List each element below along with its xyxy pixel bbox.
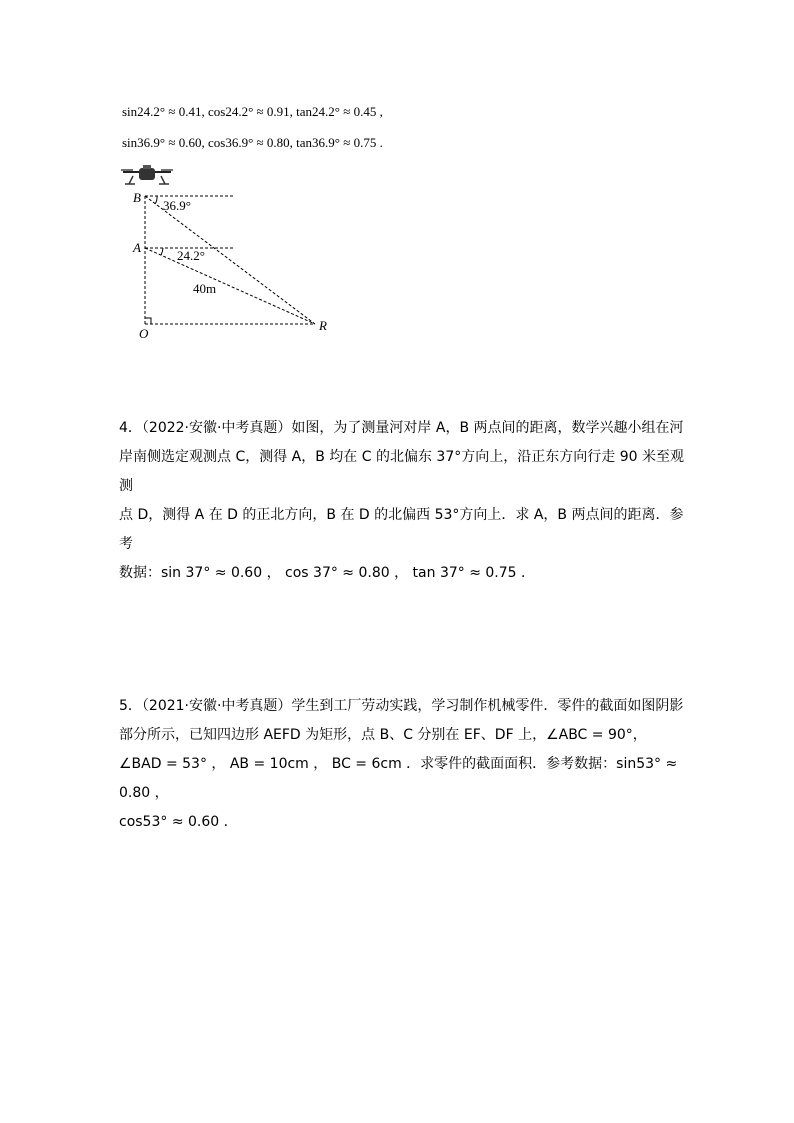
problem-5-line-1: 5．（2021·安徽·中考真题）学生到工厂劳动实践，学习制作机械零件．零件的截面如图阴影 <box>119 698 684 714</box>
angle-label-upper: 36.9° <box>163 198 191 213</box>
problem-5-line-4: cos53° ≈ 0.60 ． <box>119 814 238 830</box>
trig-values-line-1: sin24.2° ≈ 0.41, cos24.2° ≈ 0.91, tan24.2° ≈ 0.45 , <box>122 104 383 119</box>
angle-arc-B <box>155 196 157 204</box>
drone-height-figure <box>115 160 345 345</box>
sight-line-BR <box>145 196 315 324</box>
drone-icon <box>121 165 173 184</box>
right-angle-mark <box>145 318 151 324</box>
problem-4-line-3: 点 D，测得 A 在 D 的正北方向，B 在 D 的北偏西 53°方向上．求 A，B 两点间的距离．参考 <box>119 507 684 552</box>
label-B: B <box>133 190 141 205</box>
problem-4-line-4: 数据：sin 37° ≈ 0.60 ， cos 37° ≈ 0.80 ， tan 37° ≈ 0.75 ． <box>119 565 536 581</box>
trig-values-line-2: sin36.9° ≈ 0.60, cos36.9° ≈ 0.80, tan36.9° ≈ 0.75 . <box>122 135 383 150</box>
problem-4-line-1: 4．（2022·安徽·中考真题）如图，为了测量河对岸 A，B 两点间的距离，数学兴趣小组在河 <box>119 420 684 436</box>
problem-5 <box>119 692 691 837</box>
problem-4-line-2: 岸南侧选定观测点 C，测得 A，B 均在 C 的北偏东 37°方向上，沿正东方向行走 90 米至观测 <box>119 449 684 494</box>
angle-label-lower: 24.2° <box>177 248 205 263</box>
distance-label: 40m <box>193 281 217 296</box>
problem-5-line-3: ∠BAD = 53° ， AB = 10cm ， BC = 6cm ．求零件的截面面积．参考数据：sin53° ≈ 0.80 ， <box>119 756 678 801</box>
problem-5-line-2: 部分所示，已知四边形 AEFD 为矩形，点 B、C 分别在 EF、DF 上，∠ABC = 90°， <box>119 727 647 743</box>
angle-arc-A <box>161 248 163 255</box>
problem-4 <box>119 414 691 588</box>
label-A: A <box>133 240 141 255</box>
label-O: O <box>139 326 149 341</box>
label-R: R <box>319 318 327 333</box>
